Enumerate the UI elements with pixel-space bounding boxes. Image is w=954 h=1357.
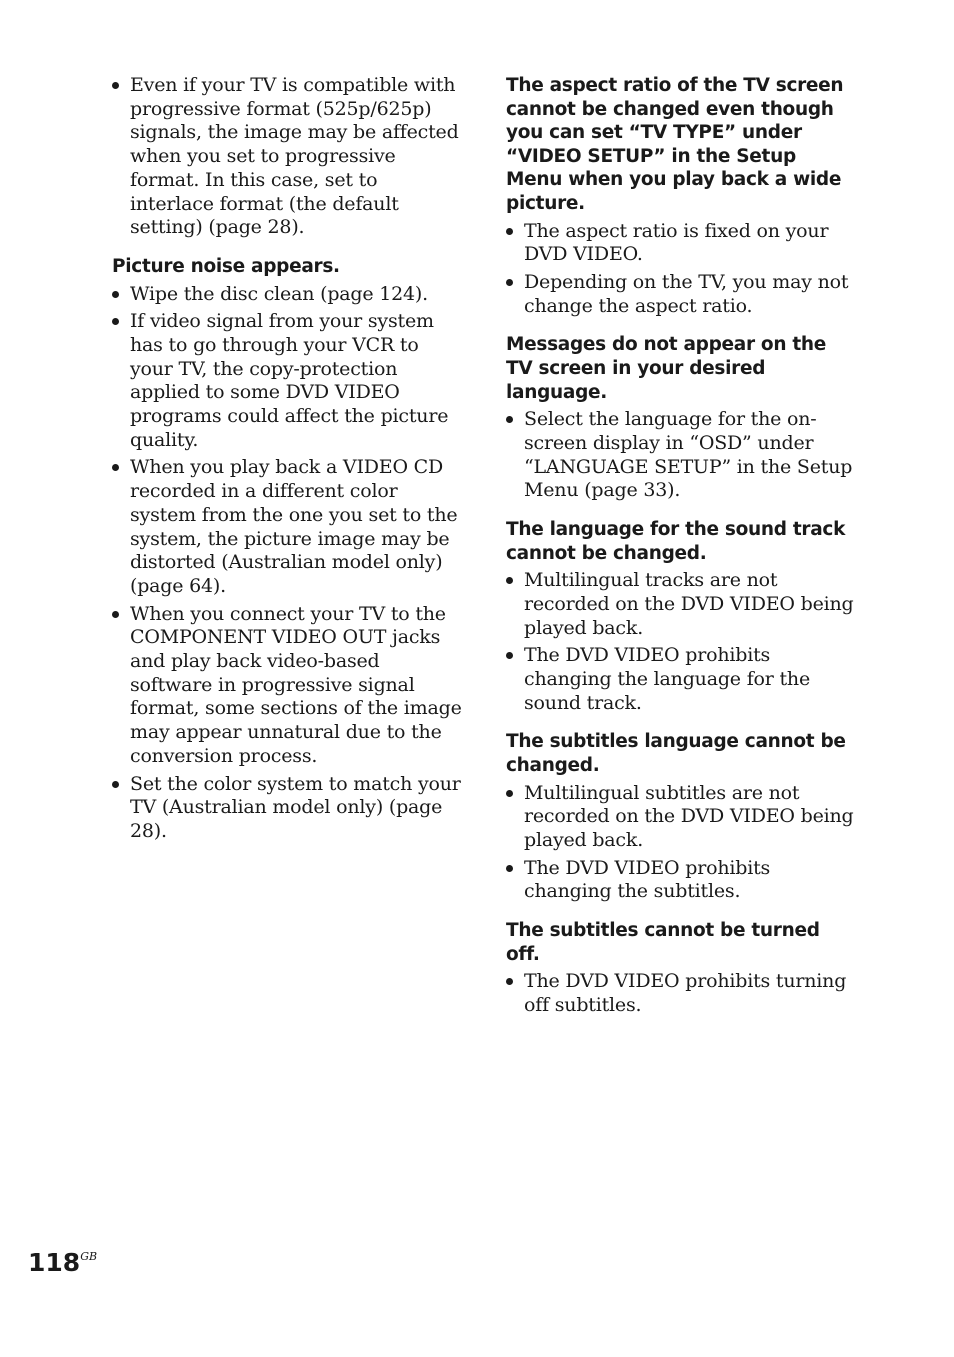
page-number-suffix: GB <box>80 1250 98 1263</box>
bullet-text: Multilingual subtitles are not recorded on the DVD VIDEO being played back. <box>524 781 854 851</box>
bullet-item <box>506 569 858 640</box>
bullet-list <box>506 970 858 1017</box>
bullet-text: Even if your TV is compatible with progressive format (525p/625p) signals, the image may be affected when you set to progressive format. In this case, set to interlace format (the default setting) (page 28). <box>130 74 459 239</box>
bullet-text: When you play back a VIDEO CD recorded in a different color system from the one you set to the system, the picture image may be distorted (Australian model only) (page 64). <box>130 456 458 597</box>
bullet-item <box>506 970 858 1017</box>
bullet-text: Wipe the disc clean (page 124). <box>130 282 428 305</box>
section-heading: The language for the sound track cannot be changed. <box>506 518 846 564</box>
bullet-item <box>506 644 858 715</box>
bullet-dot-icon <box>506 652 513 659</box>
bullet-text: Depending on the TV, you may not change the aspect ratio. <box>524 270 849 317</box>
bullet-item <box>506 220 858 267</box>
section-sound-track-language <box>506 518 858 715</box>
bullet-item <box>112 74 462 240</box>
bullet-list <box>506 569 858 715</box>
bullet-list <box>506 408 858 503</box>
bullet-text: Multilingual tracks are not recorded on the DVD VIDEO being played back. <box>524 569 854 639</box>
bullet-item <box>112 773 462 844</box>
section-heading: The subtitles language cannot be changed. <box>506 731 846 776</box>
bullet-dot-icon <box>506 865 513 872</box>
section-heading: The aspect ratio of the TV screen cannot be changed even though you can set “TV TYPE” under “VIDEO SETUP” in the Setup Menu when you play back a wide picture. <box>506 75 844 214</box>
page-number-value: 118 <box>28 1248 81 1277</box>
bullet-list <box>112 283 462 844</box>
bullet-item <box>506 782 858 853</box>
bullet-item <box>506 408 858 503</box>
intro-bullet-list <box>112 74 462 240</box>
section-subtitles-language <box>506 730 858 904</box>
bullet-text: If video signal from your system has to go through your VCR to your TV, the copy-protection applied to some DVD VIDEO programs could affect the picture quality. <box>130 310 449 451</box>
bullet-dot-icon <box>506 978 513 985</box>
bullet-item <box>112 456 462 598</box>
bullet-dot-icon <box>506 577 513 584</box>
bullet-text: The DVD VIDEO prohibits changing the subtitles. <box>524 856 771 903</box>
section-aspect-ratio <box>506 74 858 318</box>
bullet-dot-icon <box>112 464 119 471</box>
bullet-text: The DVD VIDEO prohibits turning off subtitles. <box>524 970 847 1016</box>
bullet-item <box>506 271 858 318</box>
bullet-list <box>506 220 858 319</box>
bullet-dot-icon <box>506 279 513 286</box>
page-number <box>28 1248 97 1277</box>
section-heading: Messages do not appear on the TV screen in your desired language. <box>506 334 827 403</box>
bullet-text: When you connect your TV to the COMPONENT VIDEO OUT jacks and play back video-based software in progressive signal format, some sections of the image may appear unnatural due to the conversion process. <box>130 602 462 767</box>
bullet-text: The DVD VIDEO prohibits changing the language for the sound track. <box>524 644 811 714</box>
bullet-dot-icon <box>506 790 513 797</box>
section-messages-language <box>506 333 858 503</box>
bullet-text: Set the color system to match your TV (Australian model only) (page 28). <box>130 772 461 842</box>
bullet-dot-icon <box>112 611 119 618</box>
bullet-list <box>506 782 858 905</box>
bullet-dot-icon <box>506 228 513 235</box>
section-heading: Picture noise appears. <box>112 255 340 277</box>
bullet-item <box>112 283 462 307</box>
section-picture-noise <box>112 255 462 844</box>
bullet-dot-icon <box>112 781 119 788</box>
bullet-dot-icon <box>112 82 119 89</box>
bullet-text: The aspect ratio is fixed on your DVD VIDEO. <box>524 219 829 266</box>
bullet-dot-icon <box>506 416 513 423</box>
bullet-item <box>112 310 462 452</box>
bullet-item <box>506 857 858 904</box>
bullet-text: Select the language for the on-screen display in “OSD” under “LANGUAGE SETUP” in the Setup Menu (page 33). <box>524 408 853 502</box>
left-column <box>112 74 462 859</box>
bullet-item <box>112 603 462 769</box>
bullet-dot-icon <box>112 318 119 325</box>
right-column <box>506 74 858 1033</box>
bullet-dot-icon <box>112 291 119 298</box>
section-heading: The subtitles cannot be turned off. <box>506 920 820 965</box>
section-subtitles-off <box>506 919 858 1018</box>
